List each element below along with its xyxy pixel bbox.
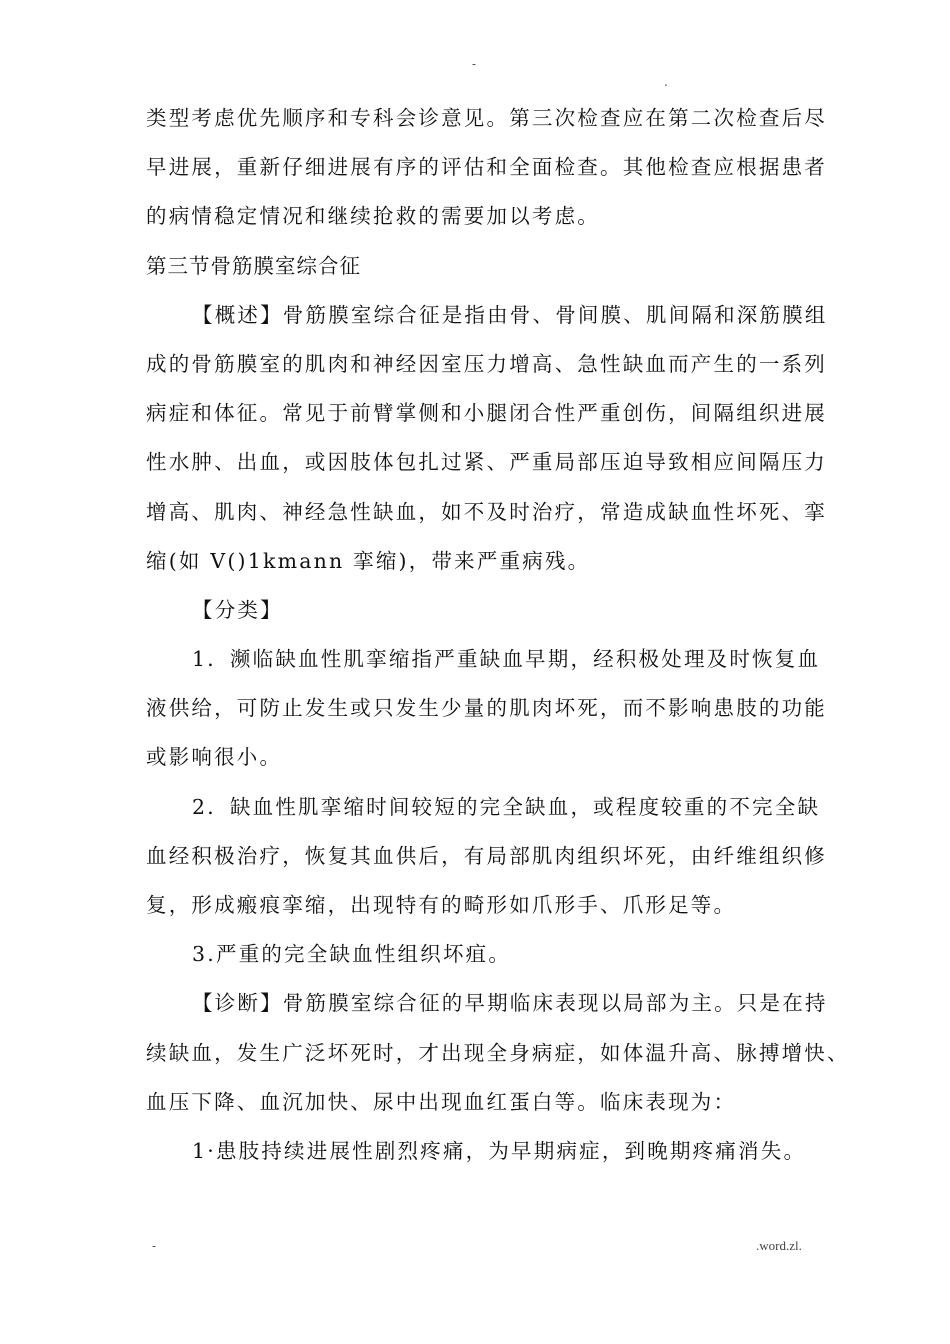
paragraph-line: 复，形成瘢痕挛缩，出现特有的畸形如爪形手、爪形足等。 [146,893,737,917]
footer-mark-right: .word.zl. [756,1238,802,1253]
paragraph-line: 类型考虑优先顺序和专科会诊意见。第三次检查应在第二次检查后尽 [146,106,827,130]
footer-mark-left: - [152,1239,157,1253]
subsection-heading: 【分类】 [192,597,283,622]
paragraph-line: 【诊断】骨筋膜室综合征的早期临床表现以局部为主。只是在持 [192,991,828,1016]
header-mark-left: - [472,57,477,71]
paragraph-line: 的病情稳定情况和继续抢救的需要加以考虑。 [146,204,600,229]
paragraph-line: 性水肿、出血，或因肢体包扎过紧、严重局部压迫导致相应间隔压力 [146,450,827,475]
paragraph-line: 增高、肌肉、神经急性缺血，如不及时治疗，常造成缺血性坏死、挛 [146,499,827,524]
document-body [146,94,850,1176]
paragraph-line: 早进展，重新仔细进展有序的评估和全面检查。其他检查应根据患者 [146,155,827,180]
paragraph-line: 1．濒临缺血性肌挛缩指严重缺血早期，经积极处理及时恢复血 [192,647,821,672]
paragraph-line: 1·患肢持续进展性剧烈疼痛，为早期病症，到晚期疼痛消失。 [192,1138,807,1163]
paragraph-line: 缩(如 V()1kmann 挛缩)，带来严重病残。 [146,548,591,573]
paragraph-line: 液供给，可防止发生或只发生少量的肌肉坏死，而不影响患肢的功能 [146,696,827,721]
paragraph-line: 【概述】骨筋膜室综合征是指由骨、骨间膜、肌间隔和深筋膜组 [192,302,828,327]
paragraph-line: 病症和体征。常见于前臂掌侧和小腿闭合性严重创伤，间隔组织进展 [146,401,827,426]
paragraph-line: 成的骨筋膜室的肌肉和神经因室压力增高、急性缺血而产生的一系列 [146,351,827,376]
paragraph-line: 3.严重的完全缺血性组织坏疽。 [192,942,512,967]
header-mark-right: . [664,75,668,89]
paragraph-line: 续缺血，发生广泛坏死时，才出现全身病症，如体温升高、脉搏增快、 [146,1040,850,1065]
paragraph-line: 2．缺血性肌挛缩时间较短的完全缺血，或程度较重的不完全缺 [192,794,821,819]
paragraph-line: 或影响很小。 [146,745,283,770]
paragraph-line: 血压下降、血沉加快、尿中出现血红蛋白等。临床表现为： [146,1089,737,1114]
section-title: 第三节骨筋膜室综合征 [146,253,361,278]
paragraph-line: 血经积极治疗，恢复其血供后，有局部肌肉组织坏死，由纤维组织修 [146,843,827,868]
